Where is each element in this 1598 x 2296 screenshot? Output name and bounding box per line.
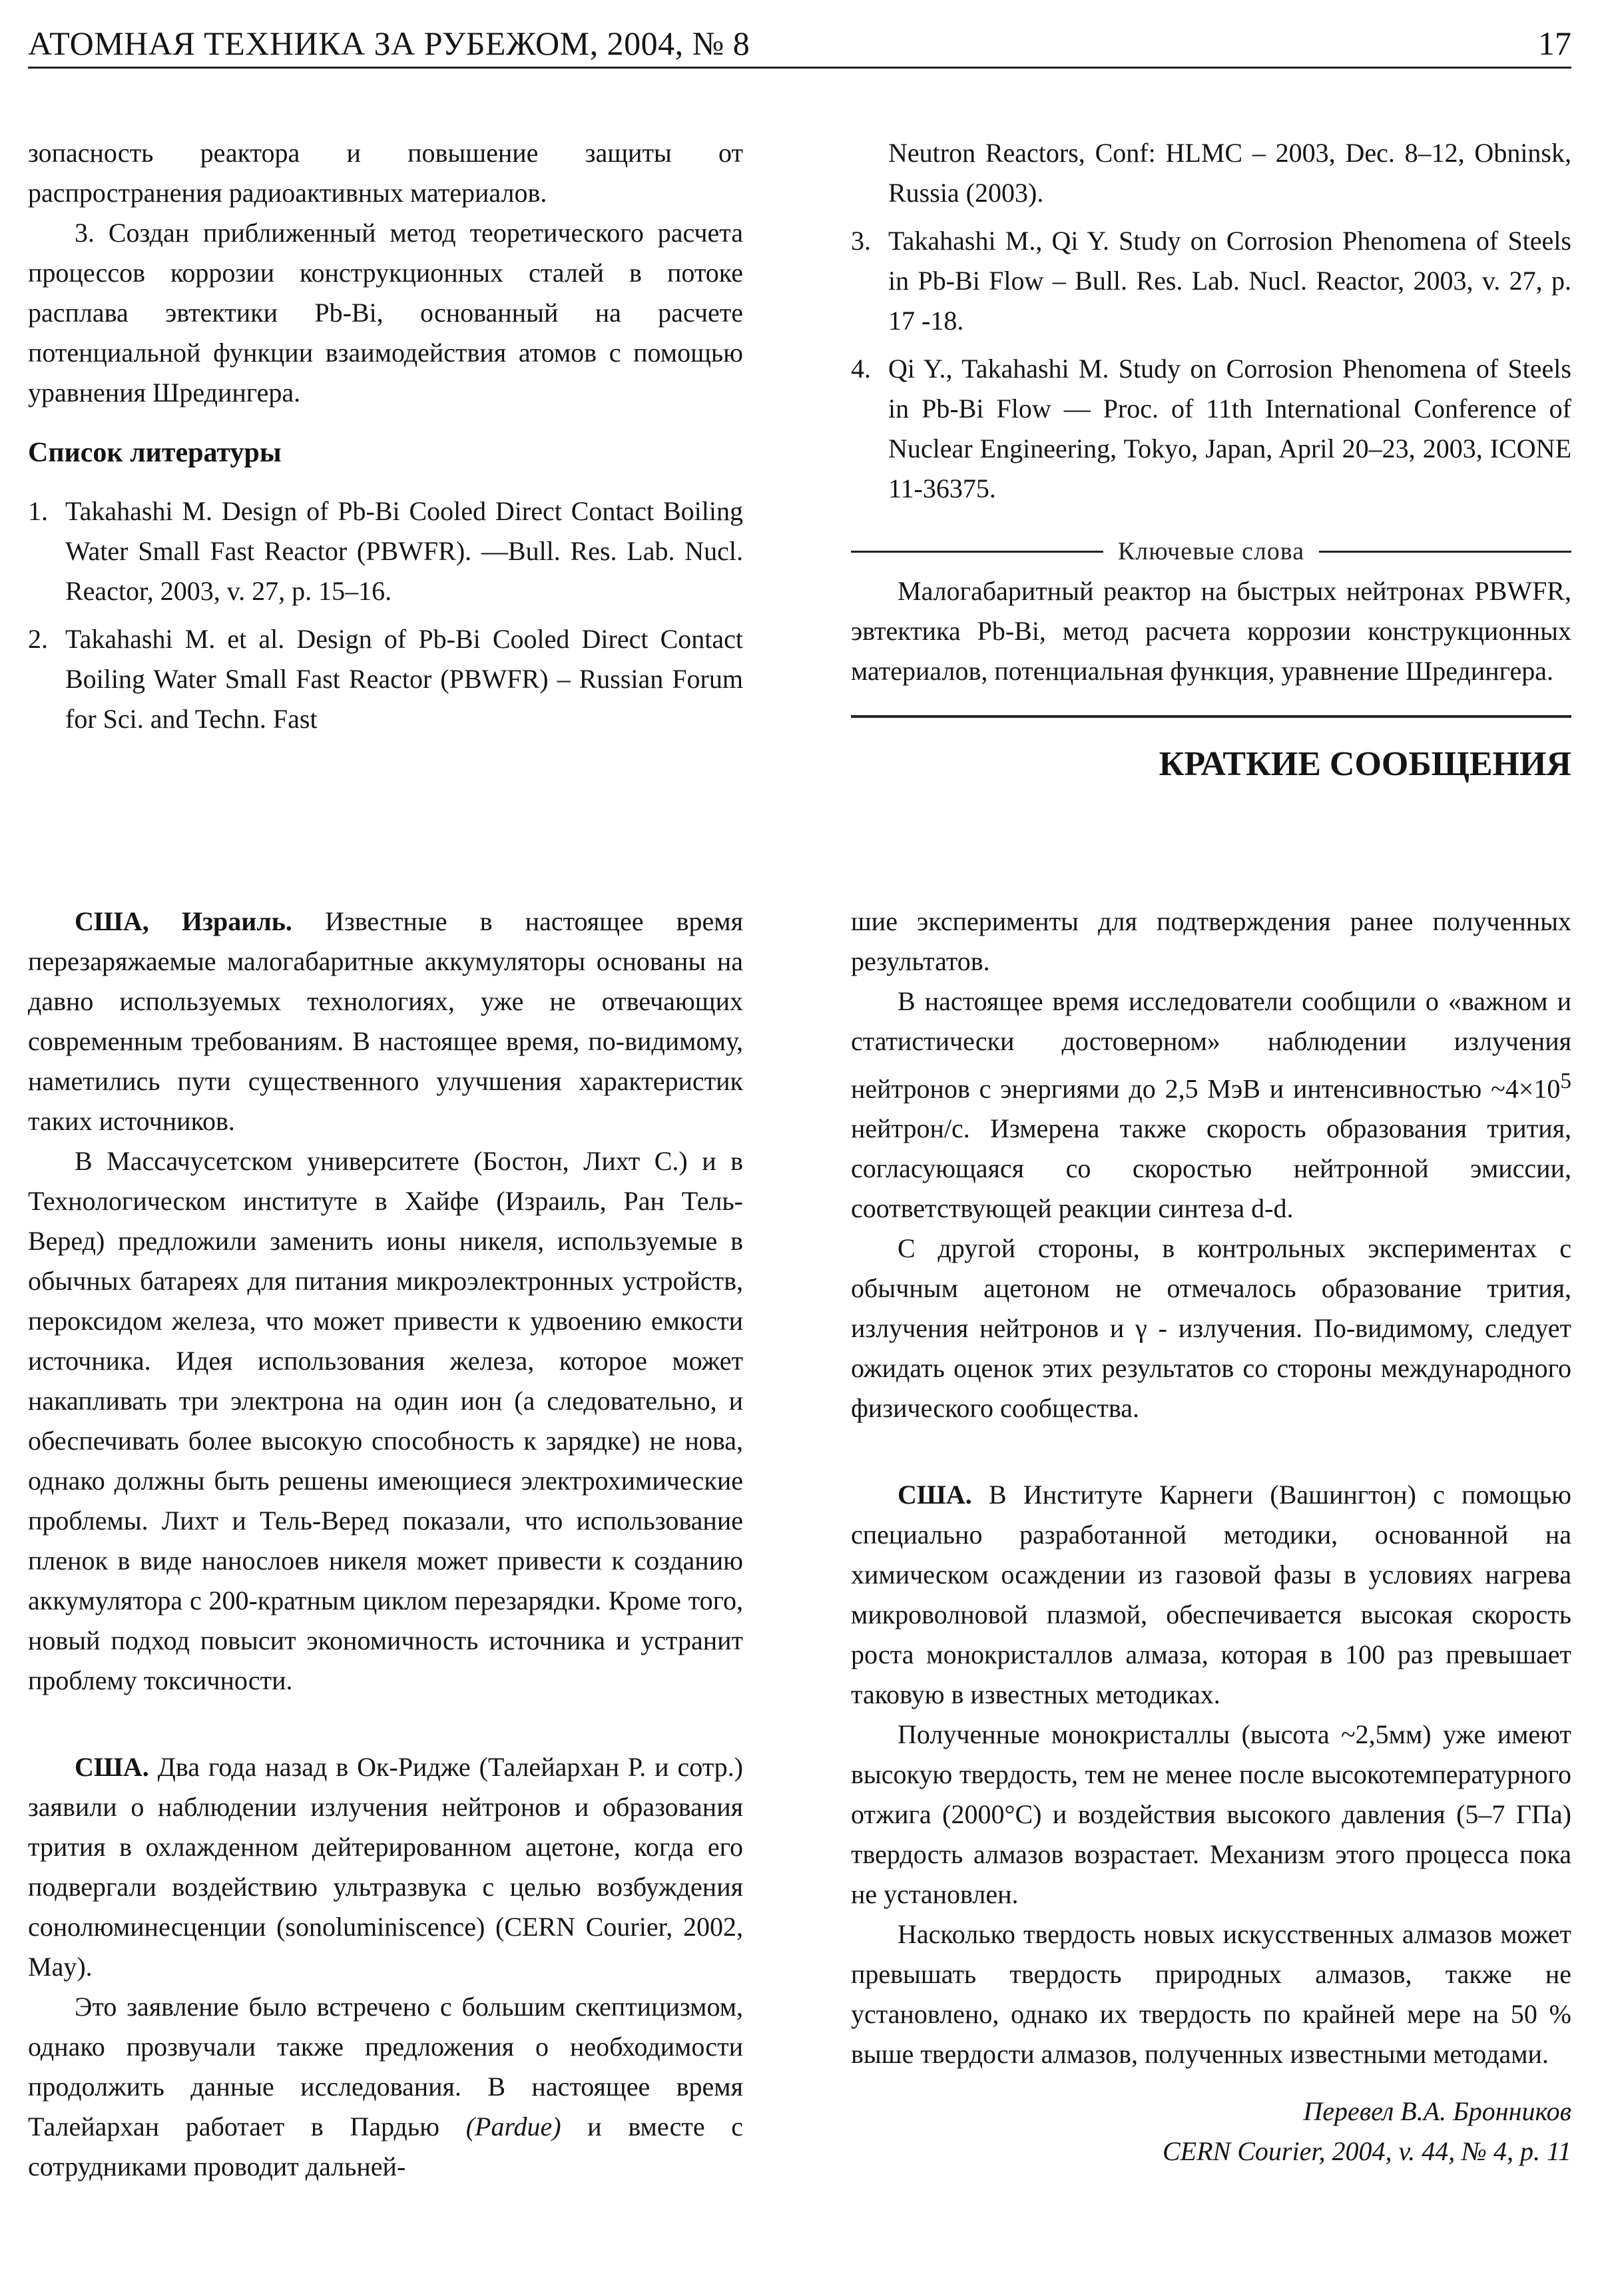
references-title: Список литературы	[28, 437, 282, 468]
article-paragraph: США. В Институте Карнеги (Вашингтон) с помощью специально разработанной методики, основанной на химическом осаждении из газовой фазы в условиях нагрева микроволновой плазмой, обеспечивается высокая скорость роста монокристаллов алмаза, которая в 100 раз превышает таковую в известных методиках.	[851, 1480, 1571, 1710]
reference-item: 4. Qi Y., Takahashi M. Study on Corrosion Phenomena of Steels in Pb-Bi Flow — Proc. of 11th International Conference of Nuclear Engineering, Tokyo, Japan, April 20–23, 2003, ICONE 11-36375.	[851, 354, 1571, 503]
section-title: КРАТКИЕ СООБЩЕНИЯ	[1159, 745, 1571, 783]
left-column-top	[28, 133, 743, 747]
translator-credit: Перевел В.А. Бронников	[1303, 2096, 1571, 2127]
left-column-bottom	[28, 902, 743, 2187]
page-header	[28, 20, 1571, 69]
article-paragraph: Это заявление было встречено с большим скептицизмом, однако прозвучали также предложения о необходимости продолжить данные исследования. В настоящее время Талейархан работает в Пардью (Pardue) и вместе с сотрудниками проводит дальней-	[28, 1992, 743, 2181]
right-column-top	[851, 133, 1571, 784]
journal-title: АТОМНАЯ ТЕХНИКА ЗА РУБЕЖОМ, 2004, № 8	[28, 25, 750, 62]
reference-item-continued: Neutron Reactors, Conf: HLMC – 2003, Dec. 8–12, Obninsk, Russia (2003).	[888, 138, 1571, 208]
article-paragraph: США. Два года назад в Ок-Ридже (Талейархан Р. и сотр.) заявили о наблюдении излучения нейтронов и образования трития в охлажденном дейтерированном ацетоне, когда его подвергали воздействию ультразвука с целью возбуждения сонолюминесценции (sonoluminiscence) (CERN Courier, 2002, May).	[28, 1752, 743, 1982]
article-paragraph: В Массачусетском университете (Бостон, Лихт С.) и в Технологическом институте в Хайфе (Израиль, Ран Тель-Веред) предложили заменить ионы никеля, используемые в обычных батареях для питания микроэлектронных устройств, пероксидом железа, что может привести к удвоению емкости источника. Идея использования железа, которое может накапливать три электрона на один ион (а следовательно, и обеспечивать более высокую способность к зарядке) не нова, однако должны быть решены имеющиеся электрохимические проблемы. Лихт и Тель-Веред показали, что использование пленок в виде нанослоев никеля может привести к созданию аккумулятора с 200-кратным циклом перезарядки. Кроме того, новый подход повысит экономичность источника и устранит проблему токсичности.	[28, 1146, 743, 1695]
keywords-title: Ключевые слова	[1117, 537, 1305, 565]
article-paragraph: Полученные монокристаллы (высота ~2,5мм) уже имеют высокую твердость, тем не менее после высокотемпературного отжига (2000°С) и воздействия высокого давления (5–7 ГПа) твердость алмазов возрастает. Механизм этого процесса пока не установлен.	[851, 1719, 1571, 1910]
article-paragraph-continued: шие эксперименты для подтверждения ранее полученных результатов.	[851, 906, 1571, 976]
source-citation: CERN Courier, 2004, v. 44, № 4, p. 11	[1162, 2136, 1571, 2167]
article-lead: США.	[898, 1480, 972, 1510]
article-lead: США, Израиль.	[75, 906, 292, 936]
reference-item: 1. Takahashi M. Design of Pb-Bi Cooled Direct Contact Boiling Water Small Fast Reactor (PBWFR). —Bull. Res. Lab. Nucl. Reactor, 2003, v. 27, p. 15–16.	[28, 496, 743, 606]
article-paragraph: Насколько твердость новых искусственных алмазов может превышать твердость природных алмазов, также не установлено, однако их твердость по крайней мере на 50 % выше твердости алмазов, полученных известными методами.	[851, 1919, 1571, 2070]
keywords-heading	[851, 537, 1571, 566]
article-paragraph: США, Израиль. Известные в настоящее время перезаряжаемые малогабаритные аккумуляторы основаны на давно используемых технологиях, уже не отвечающих современным требованиям. В настоящее время, по-видимому, наметились пути существенного улучшения характеристик таких источников.	[28, 906, 743, 1136]
article-lead: США.	[75, 1752, 149, 1782]
reference-item: 3. Takahashi M., Qi Y. Study on Corrosion Phenomena of Steels in Pb-Bi Flow – Bull. Res. Lab. Nucl. Reactor, 2003, v. 27, p. 17 -18.	[851, 226, 1571, 336]
reference-item: 2. Takahashi M. et al. Design of Pb-Bi Cooled Direct Contact Boiling Water Small Fast Reactor (PBWFR) – Russian Forum for Sci. and Techn. Fast	[28, 624, 743, 734]
right-column-bottom	[851, 902, 1571, 2171]
paragraph-continued: зопасность реактора и повышение защиты от распространения радиоактивных материалов.	[28, 138, 743, 208]
page-number: 17	[1538, 25, 1571, 62]
keywords-text: Малогабаритный реактор на быстрых нейтронах PBWFR, эвтектика Pb-Bi, метод расчета коррозии конструкционных материалов, потенциальная функция, уравнение Шредингера.	[851, 576, 1571, 686]
divider	[1319, 551, 1571, 553]
article-paragraph: В настоящее время исследователи сообщили о «важном и статистически достоверном» наблюдении излучения нейтронов с энергиями до 2,5 МэВ и интенсивностью $\sim 4\times 10^5$ нейтрон/с. Измерена также скорость образования трития, согласующаяся со скоростью нейтронной эмиссии, соответствующей реакции синтеза d-d.	[851, 986, 1571, 1224]
article-paragraph: С другой стороны, в контрольных экспериментах с обычным ацетоном не отмечалось образование трития, излучения нейтронов и γ - излучения. По-видимому, следует ожидать оценок этих результатов со стороны международного физического сообщества.	[851, 1233, 1571, 1424]
divider	[851, 551, 1103, 553]
paragraph-method: 3. Создан приближенный метод теоретического расчета процессов коррозии конструкционных сталей в потоке расплава эвтектики Pb-Bi, основанный на расчете потенциальной функции взаимодействия атомов с помощью уравнения Шредингера.	[28, 218, 743, 408]
